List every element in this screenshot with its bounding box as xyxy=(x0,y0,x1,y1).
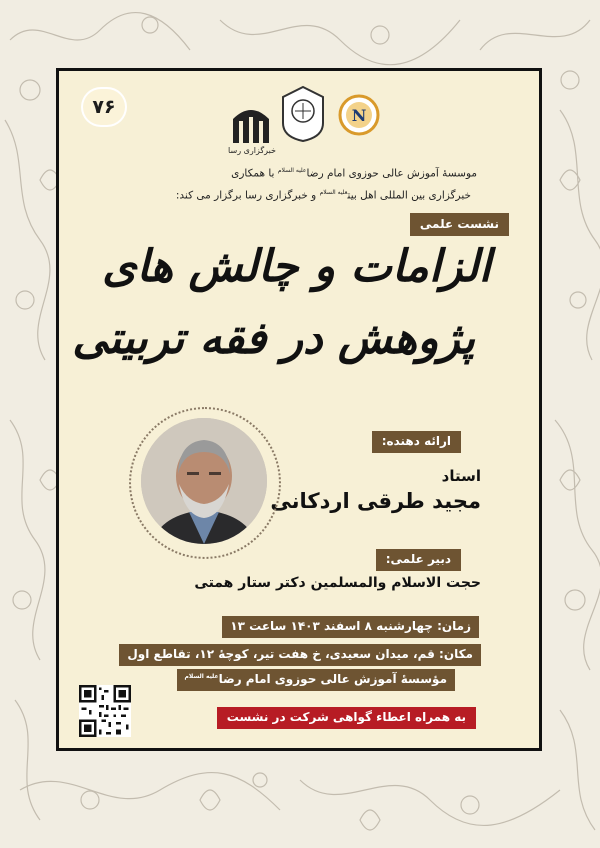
secretary-label: دبیر علمی: xyxy=(376,549,461,571)
event-time: زمان: چهارشنبه ۸ اسفند ۱۴۰۳ ساعت ۱۳ xyxy=(222,616,479,638)
rasa-logo-caption: خبرگزاری رسا xyxy=(228,146,276,155)
issue-number-badge: ۷۶ xyxy=(81,87,127,127)
event-type-tag: نشست علمی xyxy=(410,213,509,236)
poster-card xyxy=(56,68,542,751)
ahlulbayt-seal-logo xyxy=(279,85,327,143)
secretary-name: حجت الاسلام والمسلمین دکتر ستار همتی xyxy=(194,575,481,591)
qr-code[interactable] xyxy=(79,685,131,737)
presenter-title: استاد xyxy=(441,467,481,485)
presenter-photo xyxy=(141,418,267,544)
presenter-name: مجید طرقی اردکانی xyxy=(270,489,481,513)
event-title-line-1: الزامات و چالش های xyxy=(102,241,491,292)
event-venue-institute: مؤسسهٔ آموزش عالی حوزوی امام رضا$^{علیه السلام}$ xyxy=(177,669,456,691)
event-title-line-2: پژوهش در فقه تربیتی xyxy=(72,313,475,364)
organizer-line-1: موسسهٔ آموزش عالی حوزوی امام رضا$^{علیه السلام}$ با همکاری xyxy=(231,167,477,180)
institute-n-logo xyxy=(337,93,381,137)
certificate-notice: به همراه اعطاء گواهی شرکت در نشست xyxy=(217,707,476,729)
organizer-line-2: خبرگزاری بین المللی اهل بیت$^{علیه السلام}$ و خبرگزاری رسا برگزار می کند: xyxy=(175,189,471,202)
svg-text:N: N xyxy=(351,106,367,125)
rasa-news-logo xyxy=(227,97,275,149)
presenter-label: ارائه دهنده: xyxy=(372,431,461,453)
event-place: مکان: قم، میدان سعیدی، خ هفت تیر، کوچهٔ ۱۲، تقاطع اول xyxy=(119,644,481,666)
